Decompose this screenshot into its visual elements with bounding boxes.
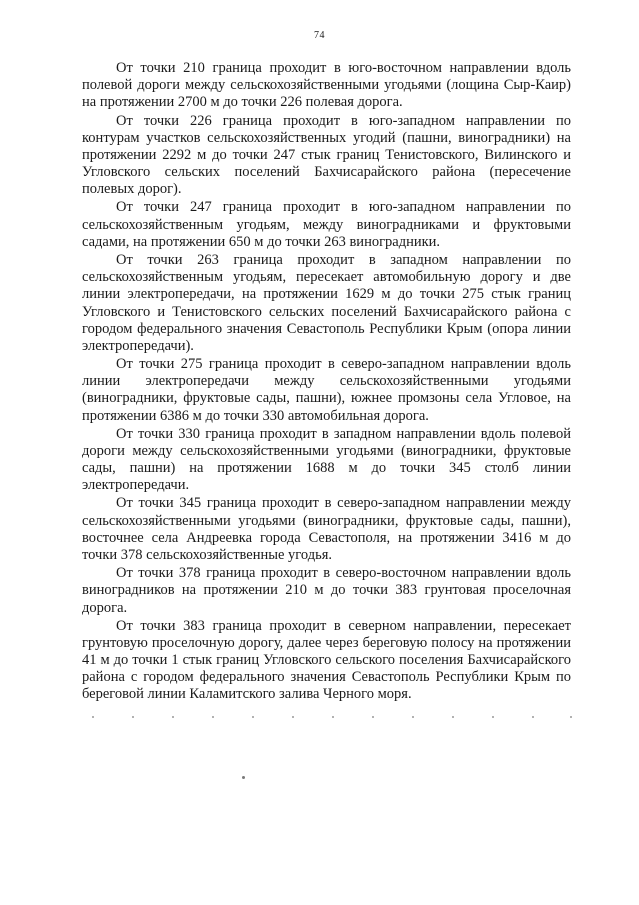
scan-dot (332, 716, 334, 718)
scan-dot (92, 716, 94, 718)
scan-dot (532, 716, 534, 718)
paragraph-point-247: От точки 247 граница проходит в юго-западном направлении по сельскохозяйственным угодьям, между виноградниками и фруктовыми садами, на протяжении 650 м до точки 263 виноградники. (82, 199, 571, 250)
scan-dot (372, 716, 374, 718)
paragraph-point-330: От точки 330 граница проходит в западном направлении вдоль полевой дороги между сельскохозяйственными угодьями (виноградники, фруктовые сады, пашни) на протяжении 1688 м до точки 345 столб линии электропередачи. (82, 425, 571, 494)
scan-dot (132, 716, 134, 718)
scan-dot (172, 716, 174, 718)
document-body (82, 60, 571, 705)
scan-dot (412, 716, 414, 718)
scan-dot (452, 716, 454, 718)
paragraph-point-226: От точки 226 граница проходит в юго-западном направлении по контурам участков сельскохозяйственных угодий (пашни, виноградники) на протяжении 2292 м до точки 247 стык границ Тенистовского, Вилинского и Угловского сельских поселений Бахчисарайского района (пересечение полевых дорог). (82, 112, 571, 198)
page-number: 74 (314, 30, 325, 41)
paragraph-point-263: От точки 263 граница проходит в западном направлении по сельскохозяйственным угодьям, пересекает автомобильную дорогу и две линии электропередачи, на протяжении 1629 м до точки 275 стык границ Угловского и Тенистовского сельских поселений Бахчисарайского района с городом федерального значения Севастополь Республики Крым (опора линии электропередачи). (82, 251, 571, 354)
scan-dotted-artifact-line (92, 716, 572, 720)
paragraph-point-378: От точки 378 граница проходит в северо-восточном направлении вдоль виноградников на протяжении 210 м до точки 383 грунтовая проселочная дорога. (82, 565, 571, 616)
scan-speck (242, 776, 245, 779)
scan-dot (212, 716, 214, 718)
scan-dot (570, 716, 572, 718)
paragraph-point-275: От точки 275 граница проходит в северо-западном направлении вдоль линии электропередачи между сельскохозяйственными угодьями (виноградники, фруктовые сады, пашни), южнее промзоны села Угловое, на протяжении 6386 м до точки 330 автомобильная дорога. (82, 356, 571, 424)
scan-dot (492, 716, 494, 718)
paragraph-point-345: От точки 345 граница проходит в северо-западном направлении между сельскохозяйственными угодьями (виноградники, фруктовые сады, пашни), восточнее села Андреевка города Севастополя, на протяжении 3416 м до точки 378 сельскохозяйственные угодья. (82, 495, 571, 564)
paragraph-point-210: От точки 210 граница проходит в юго-восточном направлении вдоль полевой дороги между сельскохозяйственными угодьями (лощина Сыр-Каир) на протяжении 2700 м до точки 226 полевая дорога. (82, 60, 571, 111)
scan-dot (292, 716, 294, 718)
paragraph-point-383: От точки 383 граница проходит в северном направлении, пересекает грунтовую проселочную дорогу, далее через береговую полосу на протяжении 41 м до точки 1 стык границ Угловского сельского поселения Бахчисарайского района с городом федерального значения Севастополь Республики Крым по береговой линии Каламитского залива Черного моря. (82, 617, 571, 703)
scan-dot (252, 716, 254, 718)
